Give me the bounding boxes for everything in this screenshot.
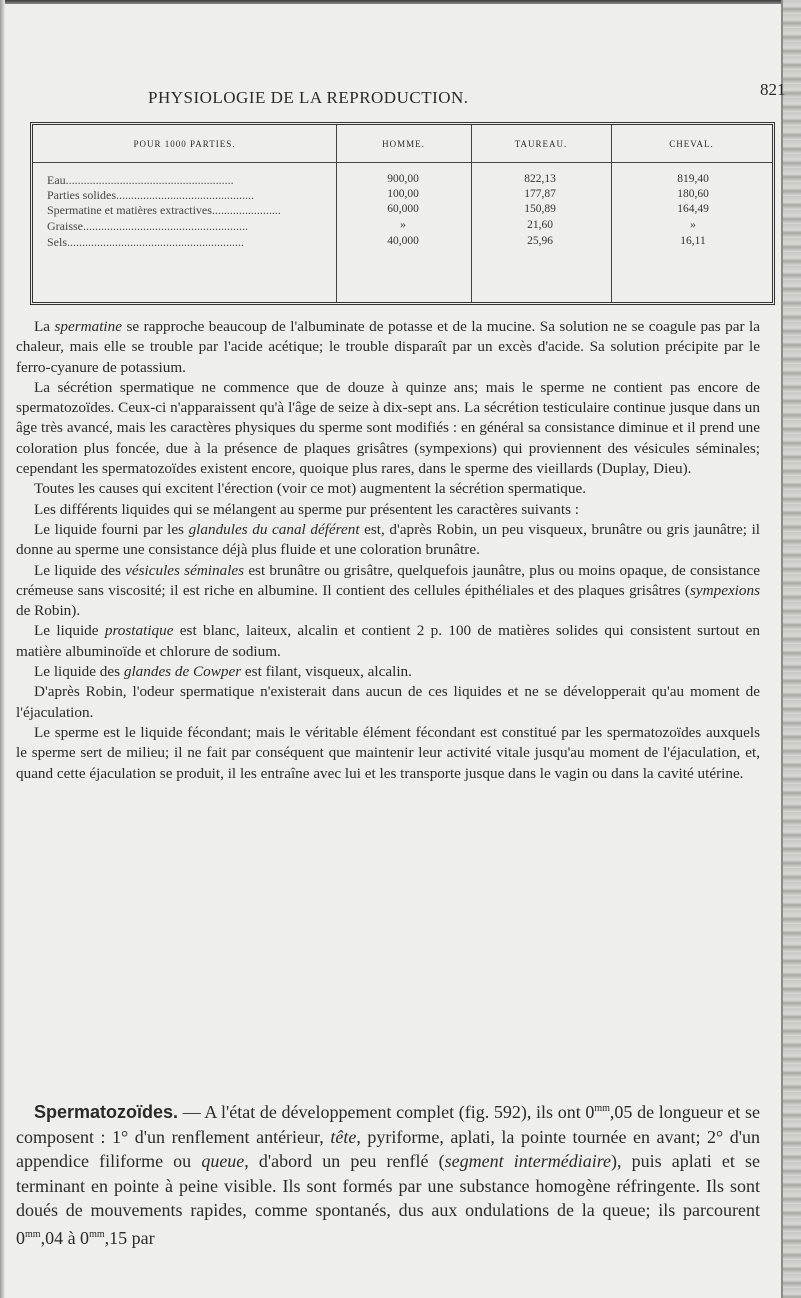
cell-homme: 60,000 bbox=[387, 203, 419, 215]
cell-taureau: 25,96 bbox=[527, 235, 553, 247]
table-header-cheval: CHEVAL. bbox=[669, 139, 714, 149]
row-label: Sels........................................................... bbox=[47, 235, 245, 249]
cell-homme: 900,00 bbox=[387, 173, 419, 185]
cell-cheval: 16,11 bbox=[680, 235, 706, 247]
cell-cheval: » bbox=[690, 219, 696, 231]
table-row bbox=[33, 235, 772, 250]
cell-homme: 100,00 bbox=[387, 188, 419, 200]
cell-taureau: 177,87 bbox=[524, 188, 556, 200]
running-head: PHYSIOLOGIE DE LA REPRODUCTION. bbox=[148, 88, 469, 107]
section-heading: Spermatozoïdes. bbox=[34, 1102, 179, 1122]
row-label: Spermatine et matières extractives....................... bbox=[47, 203, 281, 217]
cell-taureau: 150,89 bbox=[524, 203, 556, 215]
row-label: Graisse....................................................... bbox=[47, 219, 248, 233]
paragraph: Le liquide fourni par les glandules du canal déférent est, d'après Robin, un peu visqueux, brunâtre ou gris jaunâtre; il donne au sperme une consistance déjà plus fluide et une coloration brunâtre. bbox=[16, 520, 761, 559]
table-header-taureau: TAUREAU. bbox=[514, 139, 568, 149]
cell-cheval: 164,49 bbox=[677, 203, 709, 215]
body-text bbox=[16, 317, 760, 784]
paragraph: La sécrétion spermatique ne commence que de douze à quinze ans; mais le sperme ne contient pas encore de spermatozoïdes. Ceux-ci n'apparaissent qu'à l'âge de seize à dix-sept ans. La sécrétion testiculaire continue jusque dans un âge très avancé, mais les caractères physiques du sperme sont modifiés : en général sa consistance diminue et il prend une coloration plus foncée, due à la présence de plaques grisâtres (sympexions) qui proviennent des vésicules séminales; cependant les spermatozoïdes existent encore, quoique plus rares, dans le sperme des vieillards (Duplay, Dieu). bbox=[16, 378, 760, 478]
cell-homme: 40,000 bbox=[387, 235, 419, 247]
paragraph: Le liquide des glandes de Cowper est filant, visqueux, alcalin. bbox=[34, 663, 412, 681]
cell-homme: » bbox=[400, 219, 406, 231]
cell-taureau: 822,13 bbox=[524, 173, 556, 185]
page-edge-stack bbox=[781, 0, 801, 1298]
paragraph: Les différents liquides qui se mélangent au sperme pur présentent les caractères suivants : bbox=[34, 500, 580, 518]
table-row bbox=[33, 219, 772, 234]
section-spermatozoides bbox=[16, 1097, 760, 1250]
paragraph: Le liquide des vésicules séminales est brunâtre ou grisâtre, quelquefois jaunâtre, plus ou moins opaque, de consistance crémeuse sans viscosité; il est riche en albumine. Il contient des cellules épithéliales et des plaques grisâtres (sympexions de Robin). bbox=[16, 561, 761, 620]
table-header-parts: POUR 1000 PARTIES. bbox=[133, 139, 236, 149]
row-label: Parties solides.............................................. bbox=[47, 188, 254, 202]
paragraph: Toutes les causes qui excitent l'érection (voir ce mot) augmentent la sécrétion spermatique. bbox=[34, 480, 587, 498]
row-label: Eau........................................................ bbox=[47, 173, 234, 187]
section-paragraph: Spermatozoïdes. — A l'état de développement complet (fig. 592), ils ont $0^{mm},05$ de longueur et se composent : 1° d'un renflement antérieur, tête, pyriforme, aplati, la pointe tournée en avant; 2° d'un appendice filiforme ou queue, d'abord un peu renflé (segment intermédiaire), puis aplati et se terminant en pointe à peine visible. Ils sont formés par une substance homogène réfringente. Ils sont doués de mouvements rapides, comme spontanés, dus aux ondulations de la queue; ils parcourent $0^{mm},04$ à $0^{mm},15$ par bbox=[16, 1102, 761, 1248]
left-shadow bbox=[0, 0, 5, 1298]
table-header-homme: HOMME. bbox=[382, 139, 425, 149]
cell-cheval: 180,60 bbox=[677, 188, 709, 200]
cell-cheval: 819,40 bbox=[677, 173, 709, 185]
paragraph: Le sperme est le liquide fécondant; mais le véritable élément fécondant est constitué par les spermatozoïdes auxquels le sperme sert de milieu; il ne fait par conséquent que maintenir leur activité vitale jusqu'au moment de l'éjaculation, et, quand cette éjaculation se produit, il les entraîne avec lui et les transporte jusque dans le vagin ou dans la cavité utérine. bbox=[16, 723, 760, 782]
table-row bbox=[33, 173, 772, 188]
cell-taureau: 21,60 bbox=[527, 219, 553, 231]
paragraph: La spermatine se rapproche beaucoup de l'albuminate de potasse et de la mucine. Sa solution ne se coagule pas par la chaleur, mais elle se trouble par l'acide acétique; le trouble disparaît par un excès d'acide. Sa solution précipite par le ferro-cyanure de potassium. bbox=[16, 318, 760, 376]
paragraph: D'après Robin, l'odeur spermatique n'existerait dans aucun de ces liquides et ne se développerait qu'au moment de l'éjaculation. bbox=[16, 683, 760, 721]
composition-table bbox=[30, 122, 775, 305]
paragraph: Le liquide prostatique est blanc, laiteux, alcalin et contient 2 p. 100 de matières solides qui consistent surtout en matière albuminoïde et chlorure de sodium. bbox=[16, 622, 760, 660]
page-number: 821 bbox=[760, 80, 786, 99]
top-edge bbox=[0, 0, 801, 4]
table-row bbox=[33, 188, 772, 203]
table-row bbox=[33, 203, 772, 218]
